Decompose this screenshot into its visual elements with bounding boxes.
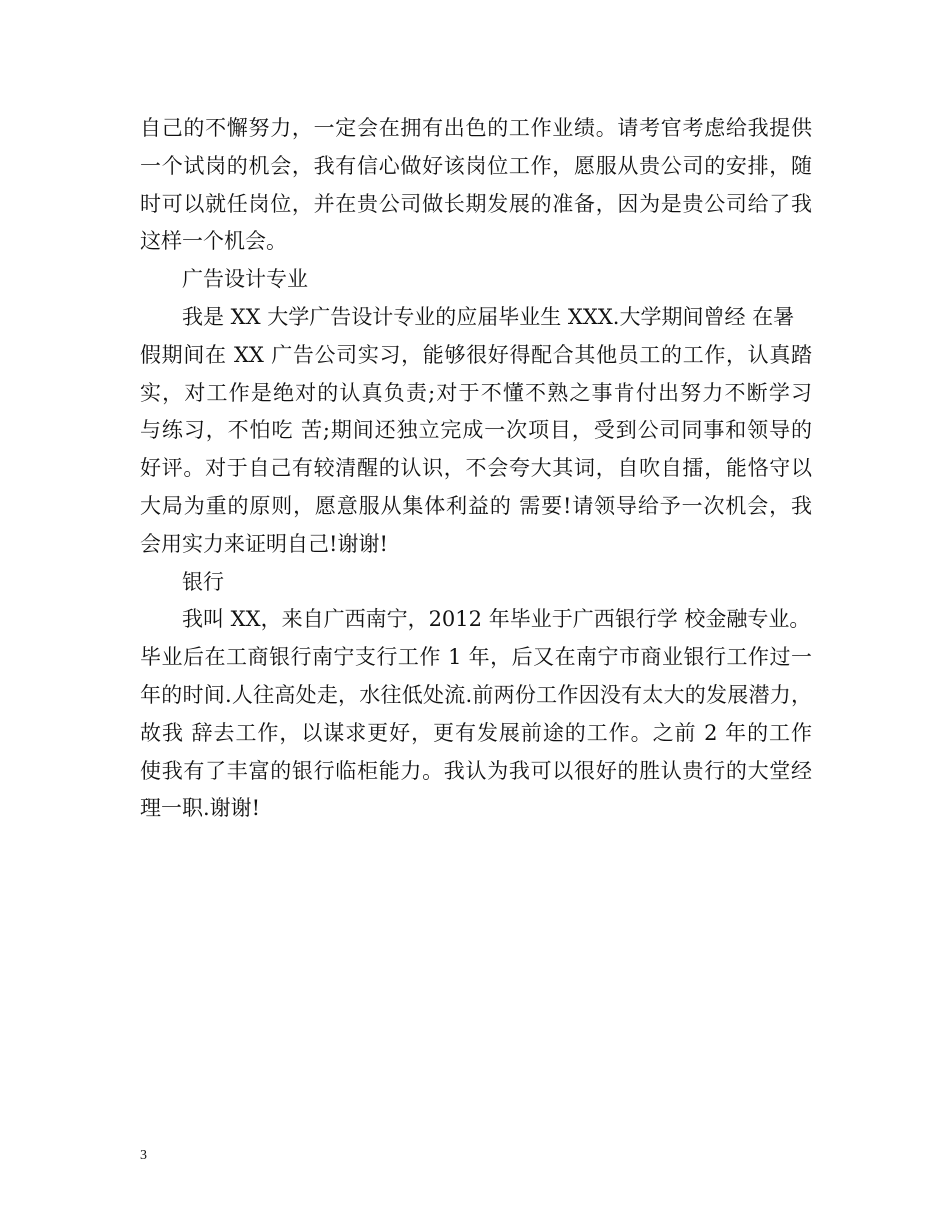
text-line: 时可以就任岗位，并在贵公司做长期发展的准备，因为是贵公司给了我 — [140, 191, 812, 216]
text-line: 会用实力来证明自己!谢谢! — [140, 531, 388, 556]
paragraph-advertising-design — [140, 299, 812, 564]
document-body — [140, 110, 812, 828]
section-heading-advertising-design: 广告设计专业 — [182, 267, 308, 292]
text-line: 使我有了丰富的银行临柜能力。我认为我可以很好的胜认贵行的大堂经 — [140, 758, 812, 783]
text-line: 这样一个机会。 — [140, 229, 287, 254]
text-line: 实，对工作是绝对的认真负责;对于不懂不熟之事肯付出努力不断学习 — [140, 380, 812, 405]
text-line: 理一职.谢谢! — [140, 796, 261, 821]
text-line: 与练习，不怕吃 苦;期间还独立完成一次项目，受到公司同事和领导的 — [140, 418, 812, 443]
text-line: 我是 XX 大学广告设计专业的应届毕业生 XXX.大学期间曾经 在暑 — [182, 304, 795, 329]
text-line: 我叫 XX，来自广西南宁，2012 年毕业于广西银行学 校金融专业。 — [182, 607, 811, 632]
text-line: 毕业后在工商银行南宁支行工作 1 年，后又在南宁市商业银行工作过一 — [140, 645, 812, 670]
text-line: 自己的不懈努力，一定会在拥有出色的工作业绩。请考官考虑给我提供 — [140, 116, 812, 140]
text-line: 故我 辞去工作，以谋求更好，更有发展前途的工作。之前 2 年的工作 — [140, 720, 812, 745]
section-heading-bank: 银行 — [182, 569, 224, 594]
text-line: 年的时间.人往高处走，水往低处流.前两份工作因没有太大的发展潜力， — [140, 682, 812, 707]
text-line: 一个试岗的机会，我有信心做好该岗位工作，愿服从贵公司的安排，随 — [140, 153, 812, 178]
paragraph-bank — [140, 601, 812, 828]
text-line: 假期间在 XX 广告公司实习，能够很好得配合其他员工的工作，认真踏 — [140, 342, 812, 367]
text-line: 大局为重的原则，愿意服从集体利益的 需要!请领导给予一次机会，我 — [140, 493, 812, 518]
page-number: 3 — [140, 1148, 147, 1163]
text-line: 好评。对于自己有较清醒的认识，不会夸大其词，自吹自擂，能恪守以 — [140, 456, 812, 481]
paragraph-continuation — [140, 110, 812, 261]
